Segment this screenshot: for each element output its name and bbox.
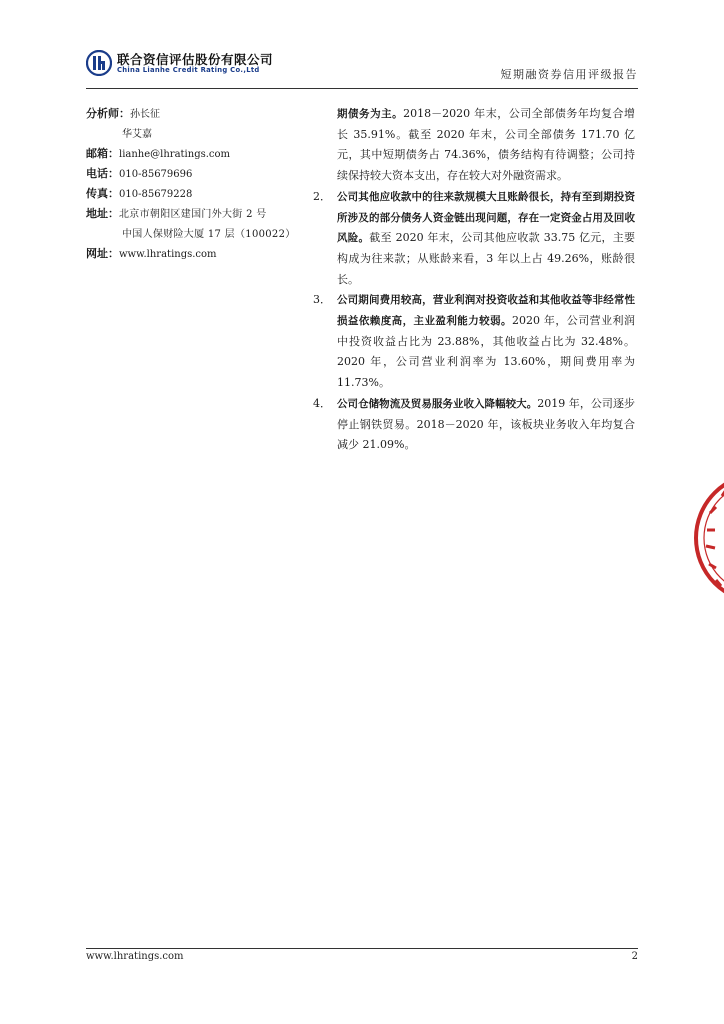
continued-paragraph bbox=[313, 104, 635, 187]
risk-item bbox=[313, 187, 635, 291]
website-row bbox=[86, 244, 306, 264]
item-number: 2． bbox=[313, 189, 331, 203]
risk-content bbox=[313, 104, 635, 456]
paragraph-lead: 期债务为主。 bbox=[337, 108, 404, 120]
analyst-name: 孙长征 bbox=[130, 109, 160, 120]
email-label: 邮箱： bbox=[86, 147, 119, 160]
report-type: 短期融资券信用评级报告 bbox=[500, 68, 638, 81]
risk-item bbox=[313, 290, 635, 394]
item-number: 3． bbox=[313, 293, 331, 307]
item-heading: 公司其他应收款中的往来款规模大且账龄很长，持有至到期投资所涉及的部分债务人资金链出现问题，存在一定资金占用及回收风险。 bbox=[337, 190, 635, 245]
fax-number: 010-85679228 bbox=[119, 189, 193, 200]
page-number: 2 bbox=[631, 951, 638, 962]
footer-rule bbox=[86, 948, 638, 949]
item-text: 2020 年，公司营业利润中投资收益占比为 23.88%，其他收益占比为 32.48%。2020 年，公司营业利润率为 13.60%，期间费用率为 11.73%。 bbox=[337, 314, 635, 390]
footer-website[interactable]: www.lhratings.com bbox=[86, 951, 184, 962]
phone-label: 电话： bbox=[86, 167, 119, 180]
email-row bbox=[86, 144, 306, 164]
header-rule bbox=[86, 88, 638, 89]
analyst-label: 分析师： bbox=[86, 107, 130, 120]
item-text: 截至 2020 年末，公司其他应收款 33.75 亿元，主要构成为往来款；从账龄来看，3 年以上占 49.26%，账龄很长。 bbox=[337, 231, 635, 286]
address-row bbox=[86, 204, 306, 224]
phone-row bbox=[86, 164, 306, 184]
item-number: 4． bbox=[313, 396, 331, 410]
lianhe-logo-icon bbox=[86, 50, 112, 76]
fax-row bbox=[86, 184, 306, 204]
phone-number: 010-85679696 bbox=[119, 169, 193, 180]
item-heading: 公司仓储物流及贸易服务业收入降幅较大。 bbox=[337, 397, 538, 410]
company-name-en: China Lianhe Credit Rating Co.,Ltd bbox=[117, 66, 260, 74]
website-link[interactable]: www.lhratings.com bbox=[119, 249, 217, 260]
address-label: 地址： bbox=[86, 207, 119, 220]
company-seal-icon bbox=[690, 418, 724, 658]
address-line-2: 中国人保财险大厦 17 层（100022） bbox=[122, 229, 296, 240]
website-label: 网址： bbox=[86, 247, 119, 260]
address-row-2 bbox=[86, 224, 306, 244]
analyst-name: 华艾嘉 bbox=[122, 129, 152, 140]
paragraph-text: 2018－2020 年末，公司全部债务年均复合增长 35.91%。截至 2020 年末，公司全部债务 171.70 亿元，其中短期债务占 74.36%，债务结构有待调整；公司持续保持较大资本支出，存在较大对外融资需求。 bbox=[337, 107, 636, 183]
company-name-cn: 联合资信评估股份有限公司 bbox=[117, 52, 274, 67]
page-header bbox=[86, 48, 638, 88]
analyst-row bbox=[86, 104, 306, 124]
item-text: 2019 年，公司逐步停止钢铁贸易。2018－2020 年，该板块业务收入年均复合减少 21.09%。 bbox=[337, 396, 635, 452]
contact-sidebar bbox=[86, 104, 306, 264]
risk-item bbox=[313, 394, 635, 456]
email-link[interactable]: lianhe@lhratings.com bbox=[119, 149, 231, 160]
item-heading: 公司期间费用较高，营业利润对投资收益和其他收益等非经常性损益依赖度高，主业盈利能力较弱。 bbox=[337, 294, 635, 328]
fax-label: 传真： bbox=[86, 187, 119, 200]
analyst-row-2 bbox=[86, 124, 306, 144]
address-line-1: 北京市朝阳区建国门外大街 2 号 bbox=[119, 209, 267, 220]
